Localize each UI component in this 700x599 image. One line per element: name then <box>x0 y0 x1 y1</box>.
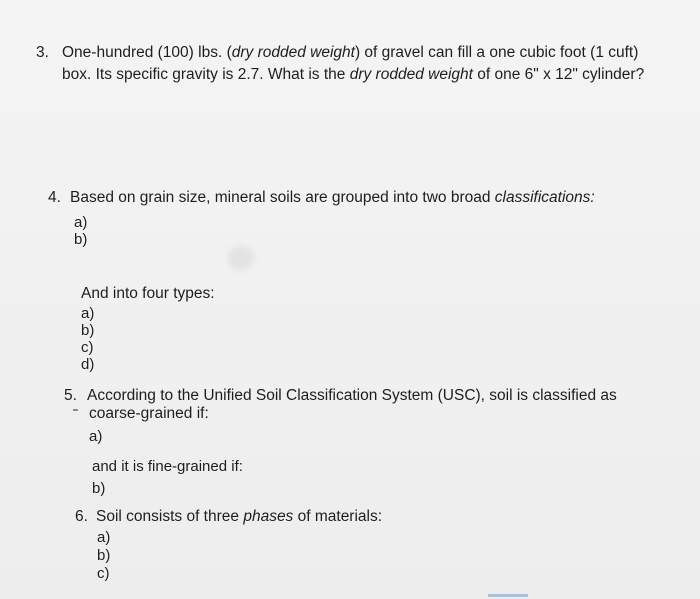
q6-number: 6. <box>75 508 88 525</box>
q4-type-c: c) <box>81 339 94 356</box>
q5-text-line2: coarse-grained if: <box>89 405 209 422</box>
q6-text-line1: Soil consists of three phases of materials: <box>96 508 383 525</box>
q6-item-a: a) <box>97 529 111 546</box>
q5-item-b: b) <box>92 480 106 497</box>
q4-type-b: b) <box>81 322 95 339</box>
q4-number: 4. <box>48 189 61 206</box>
q4-text-line1: Based on grain size, mineral soils are grouped into two broad classifications: <box>70 189 595 206</box>
q5-number: 5. <box>64 387 77 404</box>
q4-item-a: a) <box>74 214 88 231</box>
q5-fine-label: and it is fine-grained if: <box>92 458 243 475</box>
photo-smudge <box>228 246 254 270</box>
q3-text-line2: box. Its specific gravity is 2.7. What is the dry rodded weight of one 6" x 12" cylinder? <box>62 66 645 83</box>
q5-item-a: a) <box>89 428 103 445</box>
edge-artifact <box>488 594 528 597</box>
q5-text-line1: According to the Unified Soil Classification System (USC), soil is classified as <box>87 387 617 404</box>
q6-item-c: c) <box>97 565 110 582</box>
q6-item-b: b) <box>97 547 111 564</box>
q4-type-d: d) <box>81 356 95 373</box>
q4-types-label: And into four types: <box>81 285 215 302</box>
q4-type-a: a) <box>81 305 95 322</box>
q3-number: 3. <box>36 44 49 61</box>
scan-mark <box>73 409 78 411</box>
q3-text-line1: One-hundred (100) lbs. (dry rodded weight) of gravel can fill a one cubic foot (1 cuft) <box>62 44 639 61</box>
q4-item-b: b) <box>74 231 88 248</box>
